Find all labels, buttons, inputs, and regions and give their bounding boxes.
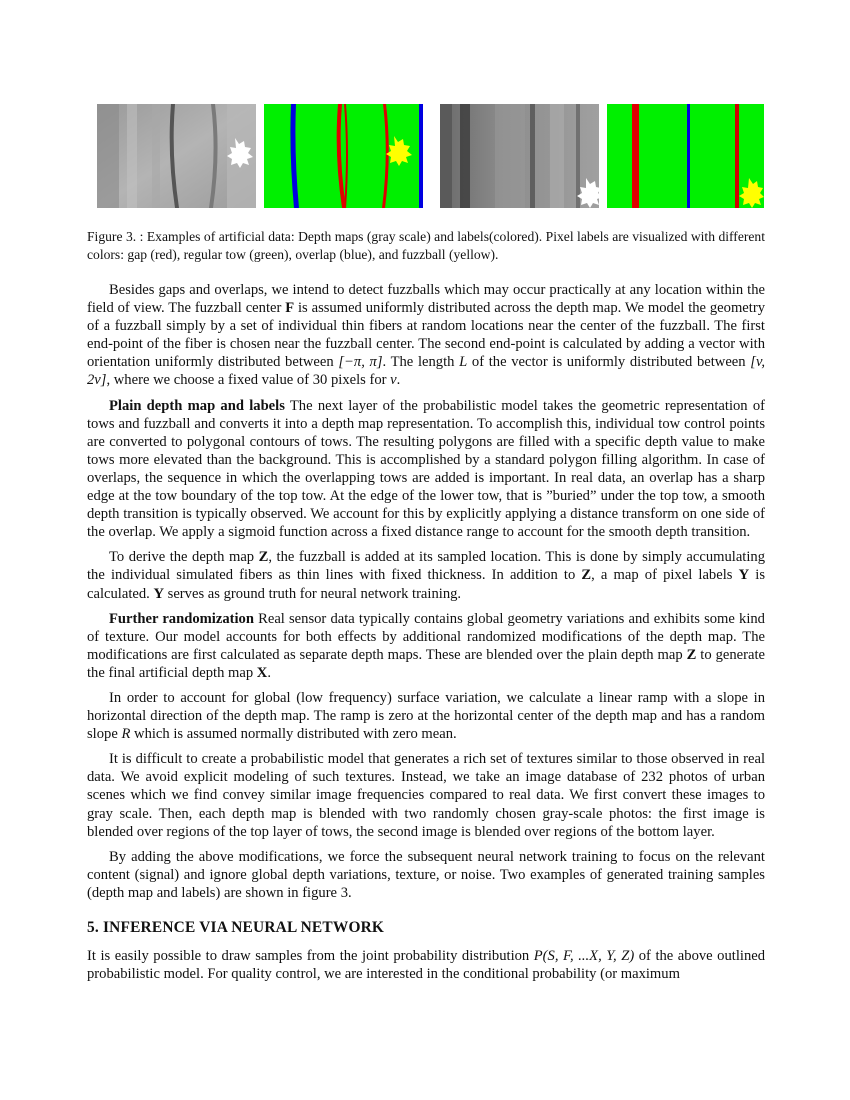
- paragraph-modifications: By adding the above modifications, we force the subsequent neural network training to focus on the relevant content (signal) and ignore global depth variations, texture, or noise. Two examples of generated training samples (depth map and labels) are shown in figure 3.: [87, 848, 765, 901]
- text-run: It is easily possible to draw samples from the joint probability distribution: [87, 948, 534, 965]
- math-symbol: [−π, π]: [338, 354, 383, 371]
- math-symbol: F: [285, 300, 295, 317]
- text-run: which is assumed normally distributed with zero mean.: [130, 726, 457, 743]
- text-run: of the vector is uniformly distributed between: [467, 354, 751, 371]
- text-run: In order to account for global (low frequency) surface variation, we calculate a linear ramp with a slope in horizontal direction of the depth map. The ramp is zero at the horizontal center of the depth map and has a random slope: [87, 689, 765, 743]
- text-run: to generate the final artificial depth map: [87, 646, 765, 681]
- math-symbol: X: [256, 664, 268, 681]
- math-symbol: [v, 2v]: [87, 354, 765, 389]
- paragraph-linear-ramp: [87, 689, 765, 743]
- math-symbol: Y: [738, 567, 750, 584]
- labels-image-2: [607, 104, 764, 208]
- paragraph-further-randomization: [87, 610, 765, 682]
- paragraph-title: Further randomization: [109, 610, 254, 627]
- text-run: serves as ground truth for neural network training.: [164, 585, 462, 602]
- math-symbol: Y: [153, 585, 164, 602]
- paragraph-fuzzballs: [87, 281, 765, 390]
- text-run: . The length: [382, 354, 460, 371]
- text-run: of the above outlined probabilistic model. For quality control, we are interested in the conditional probability (or maximum: [87, 948, 766, 983]
- text-run: is assumed uniformly distributed across the depth map. We model the geometry of a fuzzball simply by a set of individual thin fibers at random locations near the center of the fuzzball. The first end-point of the fiber is chosen near the fuzzball center. The second end-point is calculated by adding a vector with orientation uniformly distributed between: [87, 300, 765, 371]
- math-symbol: Z: [581, 567, 592, 584]
- text-run: , a map of pixel labels: [591, 567, 739, 584]
- text-run: .: [396, 372, 401, 389]
- text-run: , where we choose a fixed value of 30 pixels for: [106, 372, 391, 389]
- paragraph-derive-depth-map: [87, 548, 765, 602]
- text-run: , the fuzzball is added at its sampled location. This is done by simply accumulating the individual simulated fibers as thin lines with fixed thickness. In addition to: [87, 549, 765, 584]
- math-symbol: Z: [686, 646, 697, 663]
- labels-image-1: [264, 104, 423, 208]
- text-run: is calculated.: [87, 567, 765, 602]
- text-run: Besides gaps and overlaps, we intend to detect fuzzballs which may occur practically at any location within the field of view. The fuzzball center: [87, 282, 765, 317]
- text-run: The next layer of the probabilistic model takes the geometric representation of tows and fuzzball and converts it into a depth map representation. To accomplish this, individual tow control points are converted to polygonal contours of tows. The resulting polygons are filled with a specific depth value to make tows more elevated than the background. This is accomplished by a standard polygon filling algorithm. In case of overlaps, the sequence in which the overlapping tows are added is important. In real data, an overlap has a sharp edge at the tow boundary of the top tow. At the edge of the lower tow, that is ”buried” under the top tow, a smooth depth transition is typically observed. We account for this by explicitly applying a distance transform on one side of the overlap. We apply a sigmoid function across a fixed distance range to account for the smooth depth transition.: [87, 397, 765, 541]
- math-symbol: Z: [258, 549, 269, 566]
- body-text: [87, 281, 765, 990]
- text-run: To derive the depth map: [109, 549, 259, 566]
- text-run: Real sensor data typically contains global geometry variations and exhibits some kind of texture. Our model accounts for both effects by additional randomized modifications of the depth map. The modifications are first calculated as separate depth maps. These are blended over the plain depth map: [87, 610, 765, 663]
- paragraph-inference: [87, 947, 765, 983]
- figure-3-images: [97, 104, 764, 208]
- depth-map-image-2: [440, 104, 599, 208]
- text-run: .: [267, 664, 271, 681]
- math-symbol: v: [390, 372, 397, 389]
- math-symbol: R: [121, 726, 131, 743]
- paragraph-textures: It is difficult to create a probabilistic model that generates a rich set of textures similar to those observed in real data. We avoid explicit modeling of such textures. Instead, we take an image database of 232 photos of urban scenes which we find convey similar image frequencies compared to real data. We first convert these images to gray scale. Then, each depth map is blended with two randomly chosen gray-scale photos: the first image is blended over regions of the top layer of tows, the second image is blended over regions of the bottom layer.: [87, 751, 765, 840]
- paragraph-title: Plain depth map and labels: [109, 397, 285, 414]
- section-heading: 5. INFERENCE VIA NEURAL NETWORK: [87, 919, 385, 936]
- depth-map-image-1: [97, 104, 256, 208]
- figure-caption-label: Figure 3.: [87, 229, 137, 244]
- math-symbol: L: [459, 354, 468, 371]
- paragraph-plain-depth-map: [87, 397, 765, 542]
- math-expression: P(S, F, ...X, Y, Z): [533, 948, 635, 965]
- figure-caption-text: : Examples of artificial data: Depth maps (gray scale) and labels(colored). Pixel labels are visualized with different colors: gap (red), regular tow (green), overlap (blue), and fuzzball (yellow).: [87, 229, 766, 262]
- figure-caption: [87, 228, 765, 264]
